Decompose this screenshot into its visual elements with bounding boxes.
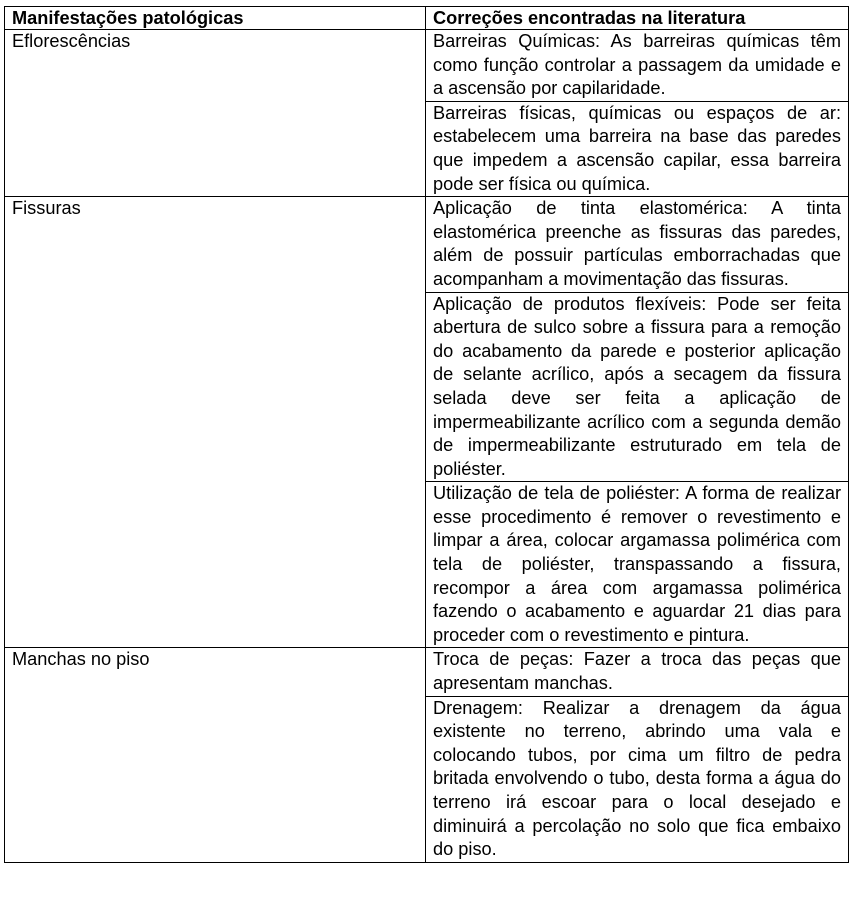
correction-cell: Troca de peças: Fazer a troca das peças que apresentam manchas. xyxy=(426,648,849,696)
table-row xyxy=(5,648,849,696)
header-manifestations: Manifestações patológicas xyxy=(5,7,426,30)
manifestation-cell: Eflorescências xyxy=(5,30,426,197)
correction-cell: Aplicação de tinta elastomérica: A tinta elastomérica preenche as fissuras das paredes, além de possuir partículas emborrachadas que acompanham a movimentação das fissuras. xyxy=(426,197,849,292)
table-row xyxy=(5,30,849,102)
correction-cell: Utilização de tela de poliéster: A forma de realizar esse procedimento é remover o revestimento e limpar a área, colocar argamassa polimérica com tela de poliéster, transpassando a fissura, recompor a área com argamassa polimérica fazendo o acabamento e aguardar 21 dias para proceder com o revestimento e pintura. xyxy=(426,482,849,648)
pathology-corrections-table xyxy=(4,6,849,863)
correction-cell: Aplicação de produtos flexíveis: Pode ser feita abertura de sulco sobre a fissura para a remoção do acabamento da parede e posterior aplicação de selante acrílico, após a secagem da fissura selada deve ser feita a aplicação de impermeabilizante acrílico com a segunda demão de impermeabilizante estruturado em tela de poliéster. xyxy=(426,292,849,482)
correction-cell: Drenagem: Realizar a drenagem da água existente no terreno, abrindo uma vala e colocando tubos, por cima um filtro de pedra britada envolvendo o tubo, desta forma a água do terreno irá escoar para o local desejado e diminuirá a percolação no solo que fica embaixo do piso. xyxy=(426,696,849,862)
correction-cell: Barreiras Químicas: As barreiras químicas têm como função controlar a passagem da umidade e a ascensão por capilaridade. xyxy=(426,30,849,102)
manifestation-cell: Manchas no piso xyxy=(5,648,426,862)
header-corrections: Correções encontradas na literatura xyxy=(426,7,849,30)
table-header-row xyxy=(5,7,849,30)
manifestation-cell: Fissuras xyxy=(5,197,426,648)
correction-cell: Barreiras físicas, químicas ou espaços de ar: estabelecem uma barreira na base das paredes que impedem a ascensão capilar, essa barreira pode ser física ou química. xyxy=(426,101,849,196)
table-row xyxy=(5,197,849,292)
